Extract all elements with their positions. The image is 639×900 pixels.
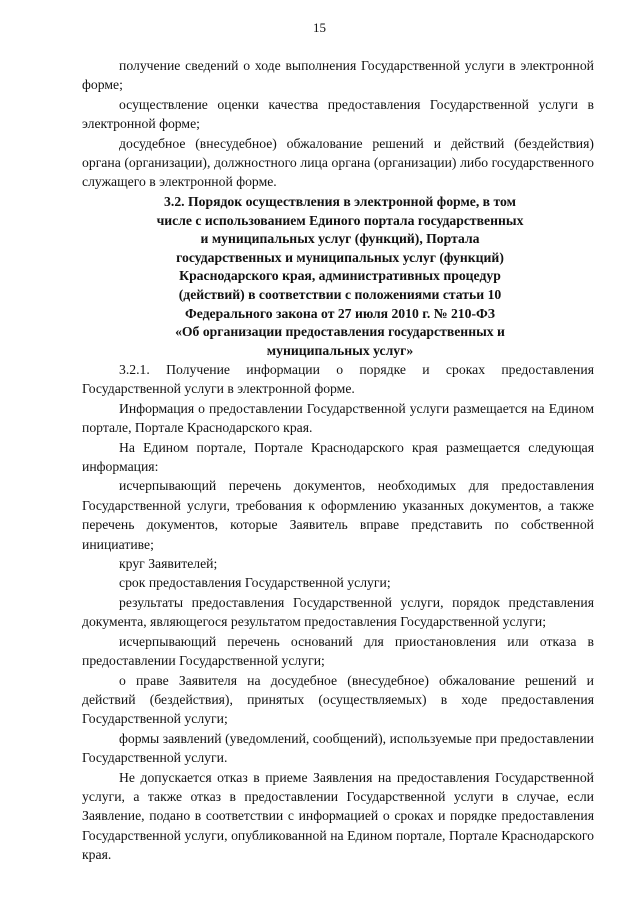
page-number: 15	[313, 20, 326, 35]
section-heading	[140, 193, 540, 360]
heading-line: и муниципальных услуг (функций), Портала	[200, 231, 480, 247]
heading-line: Краснодарского края, административных процедур	[179, 268, 501, 284]
body-paragraphs	[82, 360, 594, 865]
heading-line: 3.2. Порядок осуществления в электронной форме, в том	[164, 194, 516, 209]
paragraph: получение сведений о ходе выполнения Государственной услуги в электронной форме;	[82, 58, 594, 93]
heading-line: числе с использованием Единого портала государственных	[156, 212, 524, 228]
heading-line: муниципальных услуг»	[266, 342, 414, 358]
heading-line: (действий) в соответствии с положениями статьи 10	[178, 286, 502, 302]
heading-line: «Об организации предоставления государственных и	[175, 324, 505, 340]
paragraph: Не допускается отказ в приеме Заявления на предоставления Государственной услуги, а также отказ в предоставлении Государственной услуги в случае, если Заявление, подано в соответствии с информацией о сроках и порядке предоставления Государственной услуги, опубликованной на Едином портале, Портале Краснодарского края.	[82, 769, 594, 863]
paragraph: осуществление оценки качества предоставления Государственной услуги в электронной форме;	[82, 96, 594, 132]
paragraph: срок предоставления Государственной услуги;	[119, 575, 391, 591]
paragraph: о праве Заявителя на досудебное (внесудебное) обжалование решений и действий (бездействия), принятых (осуществляемых) в ходе предоставления Государственной услуги;	[82, 672, 594, 727]
top-paragraphs	[82, 56, 594, 192]
paragraph: исчерпывающий перечень оснований для приостановления или отказа в предоставлении Государственной услуги;	[82, 633, 594, 669]
paragraph: круг Заявителей;	[119, 556, 218, 572]
paragraph: На Едином портале, Портале Краснодарского края размещается следующая информация:	[82, 439, 594, 475]
paragraph: досудебное (внесудебное) обжалование решений и действий (бездействия) органа (организации), должностного лица органа (организации) либо государственного служащего в электронной форме.	[82, 135, 594, 190]
heading-line: государственных и муниципальных услуг (функций)	[176, 249, 504, 265]
paragraph: Информация о предоставлении Государственной услуги размещается на Едином портале, Портале Краснодарского края.	[82, 400, 594, 436]
paragraph: формы заявлений (уведомлений, сообщений), используемые при предоставлении Государственной услуги.	[82, 730, 594, 766]
paragraph: 3.2.1. Получение информации о порядке и сроках предоставления Государственной услуги в электронной форме.	[82, 362, 594, 397]
paragraph: результаты предоставления Государственной услуги, порядок представления документа, являющегося результатом предоставления Государственной услуги;	[82, 594, 594, 630]
paragraph: исчерпывающий перечень документов, необходимых для предоставления Государственной услуги, требования к оформлению указанных документов, а также перечень документов, которые Заявитель вправе представить по собственной инициативе;	[82, 478, 594, 552]
heading-line: Федерального закона от 27 июля 2010 г. № 210-ФЗ	[184, 305, 496, 321]
